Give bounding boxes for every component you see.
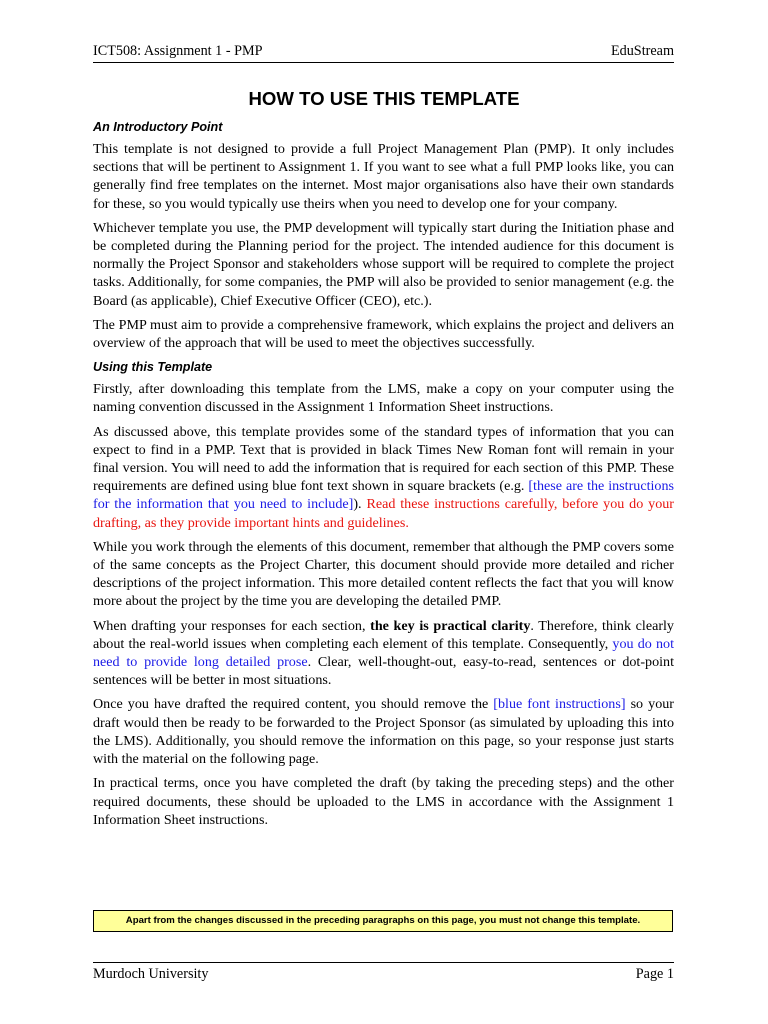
- text-run: Once you have drafted the required content, you should remove the: [93, 696, 494, 713]
- footer-university: Murdoch University: [93, 966, 209, 982]
- blue-instruction-text: you do not need to provide long detailed prose: [93, 635, 674, 671]
- bold-text: the key is practical clarity: [370, 617, 531, 634]
- paragraph: The PMP must aim to provide a comprehensive framework, which explains the project and delivers an overview of the approach that will be used to meet the objectives successfully.: [93, 316, 674, 352]
- text-run: . Clear, well-thought-out, easy-to-read, sentences or dot-point sentences will be better in most situations.: [93, 654, 674, 689]
- section-heading-introductory-point: An Introductory Point: [93, 120, 223, 134]
- paragraph: Firstly, after downloading this template from the LMS, make a copy on your computer using the naming convention discussed in the Assignment 1 Information Sheet instructions.: [93, 381, 674, 416]
- paragraph-instructions: [93, 423, 674, 532]
- blue-instruction-text: [blue font instructions]: [493, 696, 626, 713]
- page-title: HOW TO USE THIS TEMPLATE: [248, 88, 520, 109]
- page-header: [93, 42, 674, 63]
- paragraph: In practical terms, once you have completed the draft (by taking the preceding steps) and the other required documents, these should be uploaded to the LMS in accordance with the Assignment 1 Information Sheet instructions.: [93, 775, 674, 828]
- paragraph-practical-clarity: [93, 617, 674, 690]
- document-body: [93, 118, 674, 835]
- paragraph: While you work through the elements of this document, remember that although the PMP covers some of the same concepts as the Project Charter, this document should provide more detailed and richer descriptions of the project information. This more detailed content reflects the fact that you will know more about the project by the time you are developing the detailed PMP.: [93, 538, 674, 610]
- text-run: ).: [353, 496, 367, 513]
- section-heading-using-this-template: Using this Template: [93, 360, 213, 375]
- header-course-title: ICT508: Assignment 1 - PMP: [93, 43, 263, 59]
- paragraph: Whichever template you use, the PMP development will typically start during the Initiation phase and be completed during the Planning period for the project. The intended audience for this document is normally the Project Sponsor and stakeholders whose support will be required to complete the project tasks. Additionally, for some companies, the PMP will also be provided to senior management (e.g. the Board (as applicable), Chief Executive Officer (CEO), etc.).: [93, 219, 674, 309]
- text-run: When drafting your responses for each section,: [93, 617, 371, 634]
- notice-box: Apart from the changes discussed in the preceding paragraphs on this page, you must not change this template.: [93, 910, 673, 932]
- red-warning-text: Read these instructions carefully, before you do your drafting, as they provide important hints and guidelines.: [93, 496, 674, 531]
- text-run: so your draft would then be ready to be forwarded to the Project Sponsor (as simulated by uploading this into the LMS). Additionally, you should remove the information on this page, so your response just starts with the material on the following page.: [93, 696, 674, 768]
- header-company: EduStream: [610, 43, 674, 59]
- text-run: . Therefore, think clearly about the real-world issues when completing each element of this template. Consequently,: [93, 617, 674, 652]
- paragraph: This template is not designed to provide a full Project Management Plan (PMP). It only includes sections that will be pertinent to Assignment 1. If you want to see what a full PMP looks like, you can generally find free templates on the internet. Most major organisations also have their own standards for these, so you would typically use theirs when you need to develop one for your company.: [93, 141, 674, 212]
- page-footer: [93, 962, 674, 983]
- footer-page-number: Page 1: [635, 966, 674, 982]
- paragraph-remove-instructions: [93, 695, 674, 768]
- text-run: As discussed above, this template provides some of the standard types of information that you can expect to find in a PMP. Text that is provided in black Times New Roman font will remain in your final version. You will need to add the information that is required for each section of this PMP. These requirements are defined using blue font text shown in square brackets (e.g.: [93, 423, 674, 495]
- blue-instruction-text: [these are the instructions for the information that you need to include]: [93, 478, 674, 513]
